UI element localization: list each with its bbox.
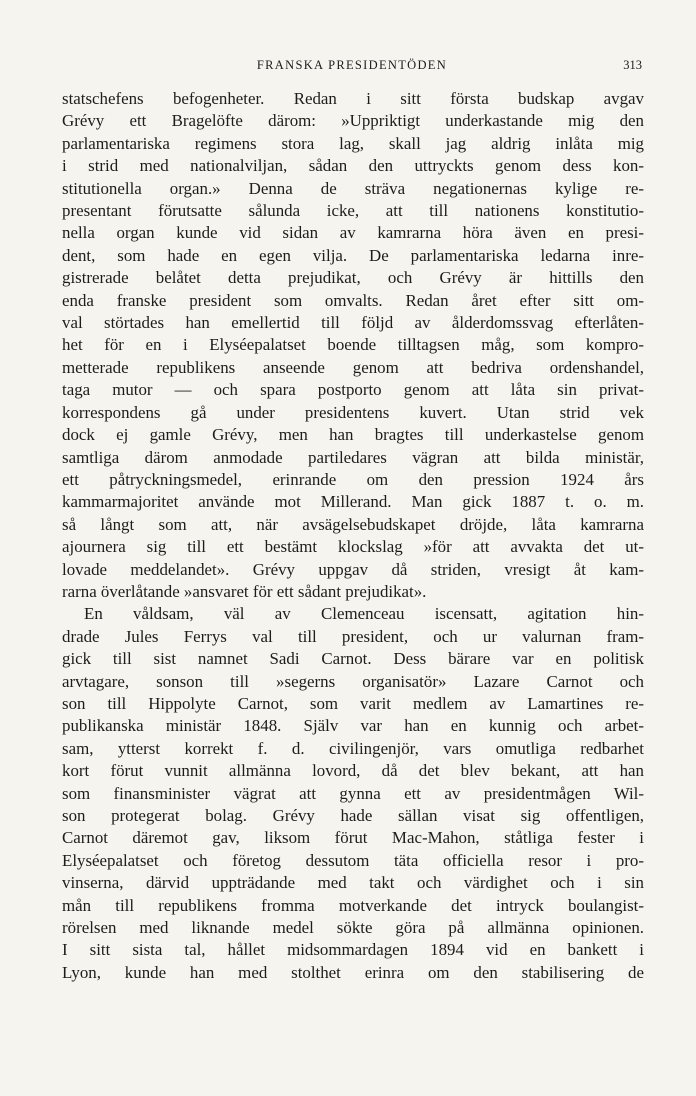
text-line: rörelsen med liknande medel sökte göra på allmänna opinionen. xyxy=(62,918,644,938)
text-line: son protegerat bolag. Grévy hade sällan visat sig offentligen, xyxy=(62,806,644,825)
page-number: 313 xyxy=(623,58,642,72)
text-line: så långt som att, när avsägelsebudskapet dröjde, låta kamrarna xyxy=(62,514,644,534)
text-line: samtliga därom anmodade partiledares vägran att bilda ministär, xyxy=(62,447,644,467)
text-line: korrespondens gå under presidentens kuvert. Utan strid vek xyxy=(62,402,644,422)
text-line: I sitt sista tal, hållet midsommardagen 1894 vid en bankett i xyxy=(62,940,644,960)
text-line: Lyon, kunde han med stolthet erinra om den stabilisering de xyxy=(62,962,644,982)
text-line: publikanska ministär 1848. Själv var han en kunnig och arbet- xyxy=(62,716,644,736)
text-line: arvtagare, sonson till »segerns organisatör» Lazare Carnot och xyxy=(62,671,644,691)
text-line: ett påtryckningsmedel, erinrande om den pression 1924 års xyxy=(62,469,644,489)
text-line: sam, ytterst korrekt f. d. civilingenjör, vars omutliga redbarhet xyxy=(62,738,644,758)
text-line: metterade republikens anseende genom att bedriva ordenshandel, xyxy=(62,357,644,377)
text-line: statschefens befogenheter. Redan i sitt första budskap avgav xyxy=(62,89,644,108)
page-header xyxy=(62,58,642,80)
text-line: gistrerade belåtet detta prejudikat, och Grévy är hittills den xyxy=(62,268,644,288)
text-line: het för en i Elyséepalatset boende tilltagsen måg, som kompro- xyxy=(62,335,644,355)
text-line: Elyséepalatset och företog dessutom täta officiella resor i pro- xyxy=(62,850,644,870)
text-line: i strid med nationalviljan, sådan den uttryckts genom dess kon- xyxy=(62,156,644,176)
text-line: kammarmajoritet använde mot Millerand. Man gick 1887 t. o. m. xyxy=(62,492,644,512)
text-line: val störtades han emellertid till följd av ålderdomssvag efterlåten- xyxy=(62,313,644,333)
text-line: taga mutor — och spara postporto genom att låta sin privat- xyxy=(62,380,644,400)
text-line: parlamentariska regimens stora lag, skall jag aldrig inlåta mig xyxy=(62,133,644,153)
text-line: dock ej gamle Grévy, men han bragtes till underkastelse genom xyxy=(62,425,644,445)
paragraph xyxy=(62,603,644,984)
text-line: vinserna, därvid uppträdande med takt och värdighet och i sin xyxy=(62,873,644,893)
text-line: som finansminister vägrat att gynna ett av presidentmågen Wil- xyxy=(62,783,644,803)
text-line: presentant förutsatte sålunda icke, att till nationens konstitutio- xyxy=(62,201,644,221)
text-line: dent, som hade en egen vilja. De parlamentariska ledarna inre- xyxy=(62,245,644,265)
text-line: En våldsam, väl av Clemenceau iscensatt, agitation hin- xyxy=(84,604,644,624)
text-line: enda franske president som omvalts. Redan året efter sitt om- xyxy=(62,290,644,310)
text-line: Grévy ett Bragelöfte därom: »Uppriktigt underkastande mig den xyxy=(62,111,644,131)
text-line: drade Jules Ferrys val till president, och ur valurnan fram- xyxy=(62,626,644,646)
text-line: gick till sist namnet Sadi Carnot. Dess bärare var en politisk xyxy=(62,649,644,669)
text-line: mån till republikens fromma motverkande det intryck boulangist- xyxy=(62,895,644,915)
text-line: nella organ kunde vid sidan av kamrarna höra även en presi- xyxy=(62,223,644,243)
text-line: stitutionella organ.» Denna de sträva negationernas kylige re- xyxy=(62,178,644,198)
paragraph xyxy=(62,88,644,603)
text-line: lovade meddelandet». Grévy uppgav då striden, vresigt åt kam- xyxy=(62,559,644,579)
running-title: FRANSKA PRESIDENTÖDEN xyxy=(256,58,448,72)
text-line: son till Hippolyte Carnot, som varit medlem av Lamartines re- xyxy=(62,693,644,713)
text-line: ajournera sig till ett bestämt klockslag »för att avvakta det ut- xyxy=(62,537,644,557)
text-line: rarna överlåtande »ansvaret för ett sådant prejudikat». xyxy=(62,581,427,601)
body-text xyxy=(62,88,644,984)
text-line: Carnot däremot gav, liksom förut Mac-Mahon, ståtliga fester i xyxy=(62,828,644,848)
text-line: kort förut vunnit allmänna lovord, då det blev bekant, att han xyxy=(62,761,644,781)
